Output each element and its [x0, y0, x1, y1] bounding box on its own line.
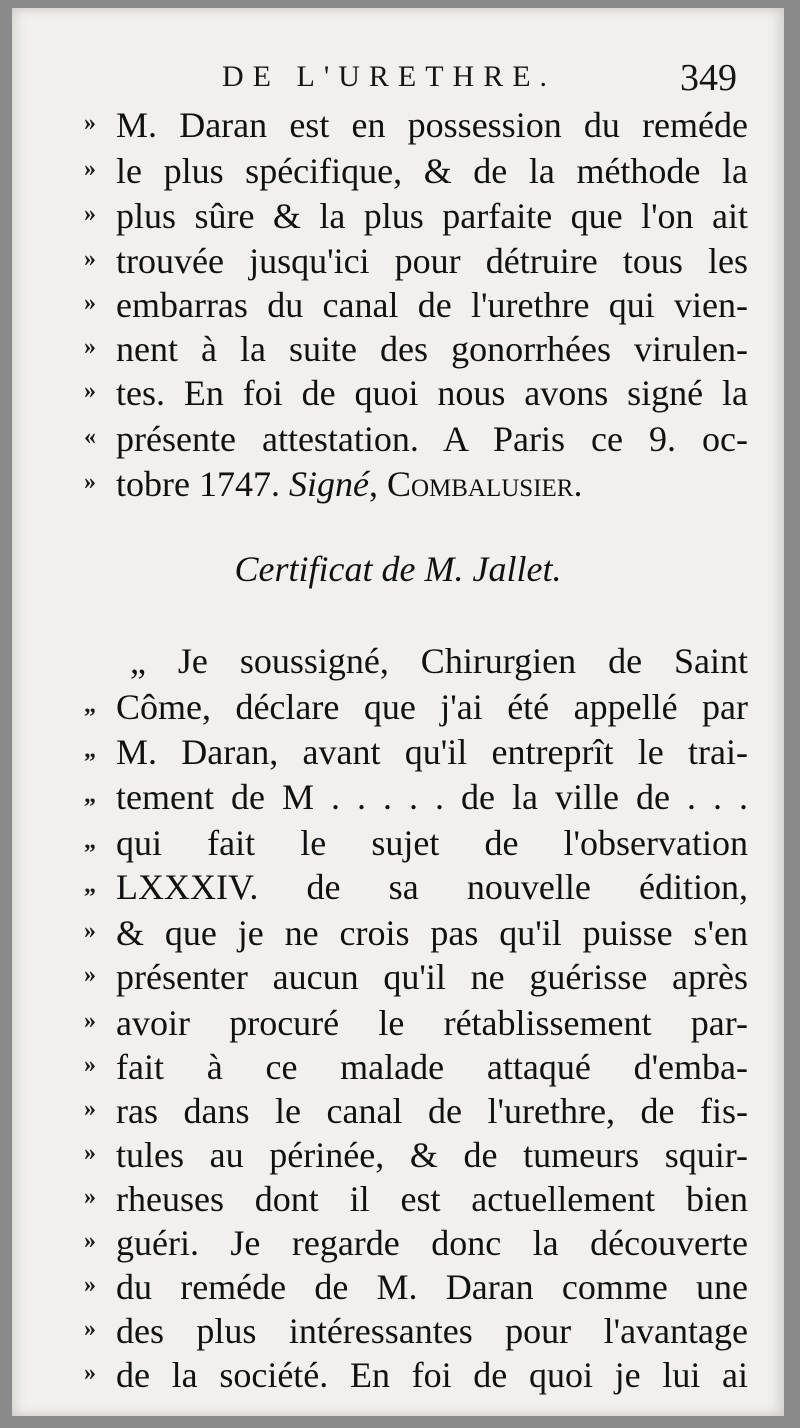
- line-text: trouvée jusqu'ici pour détruire tous les: [116, 241, 748, 281]
- line-text: nent à la suite des gonorrhées virulen-: [116, 329, 748, 369]
- quote-mark: »: [84, 156, 96, 182]
- line-text: qui fait le sujet de l'observation: [116, 823, 748, 863]
- text-line: [12, 195, 784, 239]
- line-text: Côme, déclare que j'ai été appellé par: [116, 687, 748, 727]
- line-text: „ Je soussigné, Chirurgien de Saint: [130, 641, 748, 681]
- quote-mark: »: [84, 1052, 96, 1078]
- text-line: [12, 912, 784, 956]
- quote-mark: »: [84, 1228, 96, 1254]
- quote-mark: „: [84, 737, 96, 763]
- quote-mark: »: [84, 1360, 96, 1386]
- quote-mark: »: [84, 962, 96, 988]
- line-text: rheuses dont il est actuellement bien: [116, 1179, 748, 1219]
- quote-mark: »: [84, 290, 96, 316]
- quote-mark: „: [84, 692, 96, 718]
- page-number: 349: [680, 57, 737, 99]
- quote-mark: »: [84, 1008, 96, 1034]
- text-line: [12, 1046, 784, 1090]
- line-text: tobre 1747. Signé, Combalusier.: [116, 464, 583, 504]
- quote-mark: »: [84, 246, 96, 272]
- quote-mark: «: [84, 424, 96, 450]
- quote-mark: »: [84, 1272, 96, 1298]
- text-line: [12, 686, 784, 730]
- signatory-name: Combalusier.: [386, 464, 583, 504]
- text-line: [12, 150, 784, 194]
- line-text: LXXXIV. de sa nouvelle édition,: [116, 867, 748, 907]
- line-text: le plus spécifique, & de la méthode la: [116, 151, 748, 191]
- date-text: tobre 1747.: [116, 464, 280, 504]
- line-text: des plus intéressantes pour l'avantage: [116, 1311, 748, 1351]
- line-text: M. Daran, avant qu'il entreprît le trai-: [116, 732, 748, 772]
- line-text: embarras du canal de l'urethre qui vien-: [116, 285, 748, 325]
- text-line: [12, 240, 784, 284]
- quote-mark: »: [84, 334, 96, 360]
- quote-mark: »: [84, 1096, 96, 1122]
- text-line: [12, 640, 784, 684]
- text-line-signature: [12, 463, 784, 507]
- line-text: présente attestation. A Paris ce 9. oc-: [116, 419, 748, 459]
- line-text: de la société. En foi de quoi je lui ai: [116, 1355, 748, 1395]
- line-text: avoir procuré le rétablissement par-: [116, 1003, 748, 1043]
- signe-label: Signé: [288, 464, 369, 504]
- quote-mark: »: [84, 1316, 96, 1342]
- quote-mark: „: [84, 828, 96, 854]
- line-text: présenter aucun qu'il ne guérisse après: [116, 957, 748, 997]
- text-line: [12, 418, 784, 462]
- text-line: [12, 1310, 784, 1354]
- book-page: [12, 8, 784, 1416]
- text-line: [12, 104, 784, 148]
- quote-mark: »: [84, 918, 96, 944]
- text-line: [12, 284, 784, 328]
- line-text: fait à ce malade attaqué d'emba-: [116, 1047, 748, 1087]
- line-text: ras dans le canal de l'urethre, de fis-: [116, 1091, 748, 1131]
- line-text: du reméde de M. Daran comme une: [116, 1267, 748, 1307]
- text-line: [12, 776, 784, 820]
- quote-mark: „: [84, 872, 96, 898]
- text-line: [12, 1354, 784, 1398]
- quote-mark: »: [84, 201, 96, 227]
- line-text: guéri. Je regarde donc la découverte: [116, 1223, 748, 1263]
- text-line: [12, 731, 784, 775]
- text-line: [12, 1002, 784, 1046]
- quote-mark: »: [84, 469, 96, 495]
- text-line: [12, 372, 784, 416]
- text-line: [12, 328, 784, 372]
- text-line: [12, 1222, 784, 1266]
- line-text: & que je ne crois pas qu'il puisse s'en: [116, 913, 748, 953]
- quote-mark: »: [84, 378, 96, 404]
- line-text: tules au périnée, & de tumeurs squir-: [116, 1135, 748, 1175]
- text-line: [12, 822, 784, 866]
- running-title: DE L'URETHRE.: [222, 60, 557, 93]
- quote-mark: »: [84, 110, 96, 136]
- quote-mark: »: [84, 1140, 96, 1166]
- page-header: [12, 57, 784, 110]
- text-line: [12, 866, 784, 910]
- text-line: [12, 1134, 784, 1178]
- text-line: [12, 956, 784, 1000]
- quote-mark: „: [84, 782, 96, 808]
- line-text: tes. En foi de quoi nous avons signé la: [116, 373, 748, 413]
- quote-mark: »: [84, 1184, 96, 1210]
- text-line: [12, 1266, 784, 1310]
- certificate-heading: Certificat de M. Jallet.: [234, 549, 562, 589]
- line-text: M. Daran est en possession du reméde: [116, 105, 748, 145]
- line-text: tement de M . . . . . de la ville de . . .: [116, 777, 748, 817]
- text-line: [12, 1090, 784, 1134]
- line-text: plus sûre & la plus parfaite que l'on ait: [116, 196, 748, 236]
- text-line: [12, 1178, 784, 1222]
